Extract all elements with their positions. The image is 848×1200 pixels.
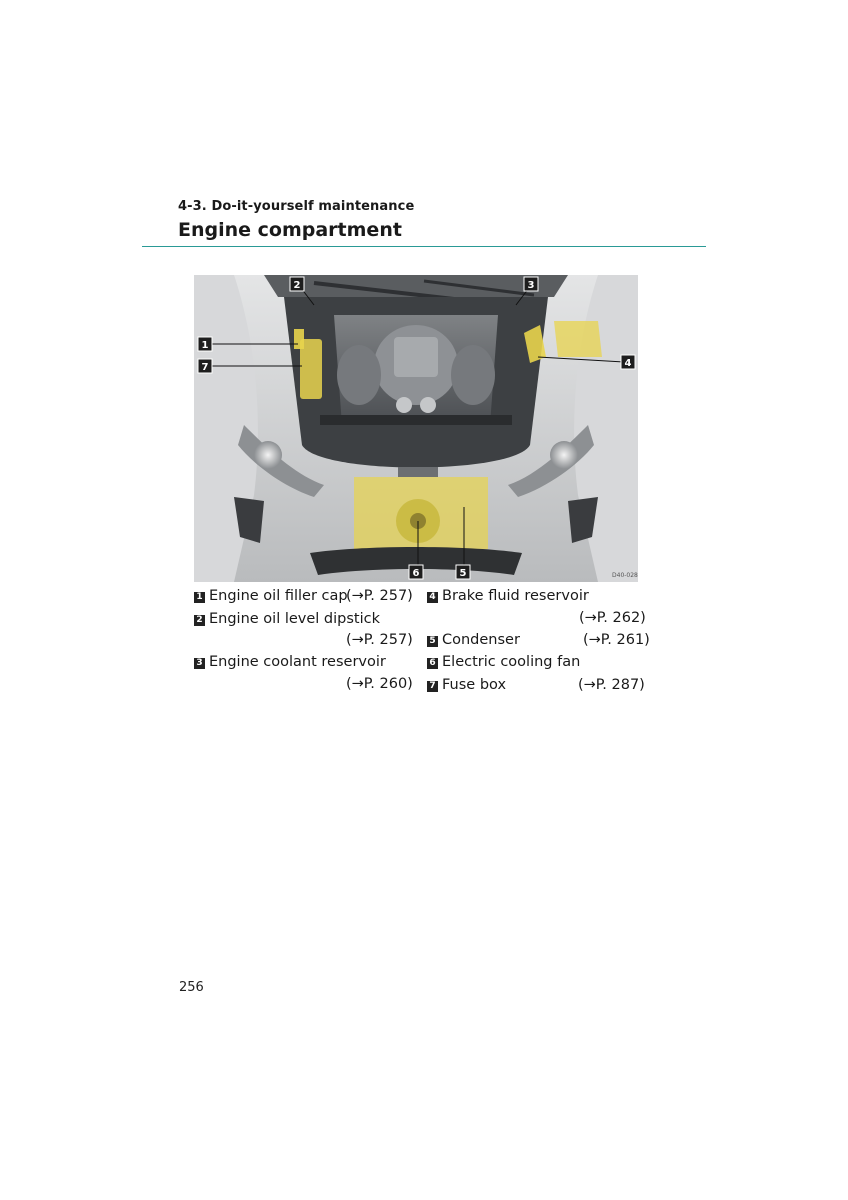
section-label: 4-3. Do-it-yourself maintenance <box>178 199 415 214</box>
svg-text:3: 3 <box>527 280 535 291</box>
number-box-icon: 2 <box>194 615 205 626</box>
legend-label: Fuse box <box>442 677 507 693</box>
callout-4 <box>621 355 635 369</box>
title-divider <box>142 246 706 247</box>
legend-label: Condenser <box>442 632 520 648</box>
callout-1 <box>198 337 212 351</box>
page-number: 256 <box>179 980 204 995</box>
number-box-icon: 1 <box>194 592 205 603</box>
number-box-icon: 6 <box>427 658 438 669</box>
svg-text:5: 5 <box>459 568 467 579</box>
legend-label: Engine oil filler cap <box>209 588 348 604</box>
number-box-icon: 7 <box>427 681 438 692</box>
legend-item-2 <box>194 611 380 627</box>
legend-ref-5: (→P. 261) <box>583 632 650 648</box>
legend-item-5 <box>427 632 520 648</box>
page-title: Engine compartment <box>178 219 402 241</box>
figure-code: D40-028 <box>612 572 638 579</box>
legend-ref-7: (→P. 287) <box>578 677 645 693</box>
callout-3 <box>524 277 538 291</box>
number-box-icon: 4 <box>427 592 438 603</box>
legend-label: Brake fluid reservoir <box>442 588 589 604</box>
legend-item-6 <box>427 654 580 670</box>
svg-text:2: 2 <box>293 280 301 291</box>
number-box-icon: 3 <box>194 658 205 669</box>
legend-ref-3: (→P. 260) <box>346 676 413 692</box>
legend-ref-4: (→P. 262) <box>579 610 646 626</box>
svg-text:6: 6 <box>412 568 420 579</box>
callout-7 <box>198 359 212 373</box>
legend-label: Electric cooling fan <box>442 654 581 670</box>
svg-text:4: 4 <box>624 358 632 369</box>
svg-text:7: 7 <box>201 362 209 373</box>
engine-compartment-figure <box>194 275 638 582</box>
svg-text:1: 1 <box>201 340 209 351</box>
callout-5 <box>456 565 470 579</box>
legend-ref-1: (→P. 257) <box>346 588 413 604</box>
callout-6 <box>409 565 423 579</box>
legend-item-3 <box>194 654 386 670</box>
legend-item-4 <box>427 588 589 604</box>
legend-ref-2: (→P. 257) <box>346 632 413 648</box>
number-box-icon: 5 <box>427 636 438 647</box>
callout-2 <box>290 277 304 291</box>
legend-label: Engine oil level dipstick <box>209 611 381 627</box>
legend-label: Engine coolant reservoir <box>209 654 386 670</box>
legend-item-7 <box>427 677 506 693</box>
legend-item-1 <box>194 588 348 604</box>
